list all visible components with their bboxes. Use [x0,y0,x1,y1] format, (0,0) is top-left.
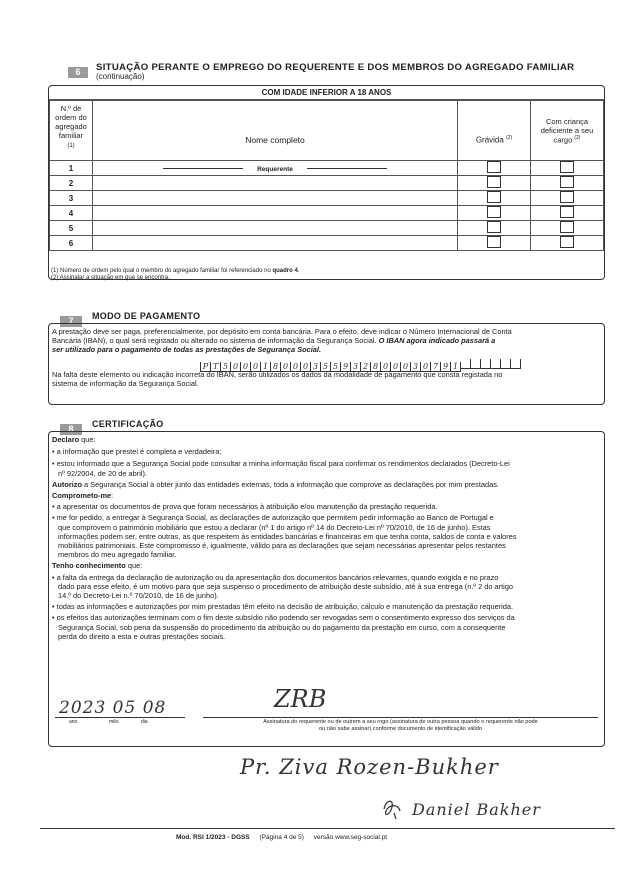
signature-caption [203,719,598,733]
iban-char-box[interactable]: T [211,362,221,372]
iban-char-box[interactable]: 0 [231,362,241,372]
member-order: 2 [50,176,93,191]
comprometo-item-2e: membros do meu agregado familiar. [58,550,177,560]
iban-char-box[interactable]: 1 [451,362,461,372]
member-name-cell[interactable] [93,176,458,191]
footer-page: (Página 4 de 5) [259,834,304,841]
signature-caption-1: Assinatura do requerente ou de outrem a seu rogo (assinatura de outra pessoa quando o requerente não pode [263,719,538,725]
table-row [50,176,604,191]
declaro-label: Declaro [52,435,80,444]
iban-char-box[interactable] [491,359,501,369]
disabled-child-checkbox[interactable] [560,236,574,248]
tenho-item-2: • todas as informações e autorizações por mim prestadas têm efeito na decisão de atribuição, cálculo e manutenção da prestação requerida. [52,602,514,612]
payment-text-4: Na falta deste elemento ou indicação incorreta do IBAN, serão utilizados os dados da modalidade de pagamento que consta registada no [52,369,503,379]
iban-char-box[interactable] [471,359,481,369]
col-order-label: N.º de ordem do agregado familiar [55,104,87,140]
footer-rule [40,828,615,829]
table-row [50,161,604,176]
iban-char-box[interactable]: 8 [271,362,281,372]
pregnant-checkbox[interactable] [487,161,501,173]
col-order-note: (1) [67,143,75,149]
child-cell [531,236,604,251]
iban-char-box[interactable]: 0 [421,362,431,372]
pregnant-cell [458,221,531,236]
iban-char-box[interactable]: 0 [401,362,411,372]
iban-char-box[interactable]: 2 [361,362,371,372]
child-cell [531,176,604,191]
iban-char-box[interactable]: 3 [411,362,421,372]
iban-char-box[interactable]: 9 [341,362,351,372]
col-child-label: Com criança deficiente a seu cargo [540,116,594,145]
iban-char-box[interactable]: 3 [311,362,321,372]
disabled-child-checkbox[interactable] [560,176,574,188]
tenho-label: Tenho conhecimento [52,561,126,571]
iban-char-box[interactable]: 3 [351,362,361,372]
note-1: (1) Número de ordem pelo qual o membro do agregado familiar foi referenciado no [51,268,273,274]
autorizo-label: Autorizo [52,479,82,489]
declaro-item-2a: • estou informado que a Segurança Social pode consultar a minha informação fiscal para confirmar os rendimentos declarados (Decreto-Lei [52,459,510,469]
declaro-item-2b: nº 92/2004, de 20 de abril). [58,468,147,478]
col-name-header [93,101,458,161]
autorizo-text: a Segurança Social a obter junto das entidades externas, toda a informação que comprove as declarações por mim prestadas. [81,479,499,489]
iban-char-box[interactable]: 0 [241,362,251,372]
section-number: 6 [68,67,88,78]
footer-form: Mod. RSI 1/2023 - DGSS [176,834,250,841]
iban-char-box[interactable]: 5 [321,362,331,372]
iban-char-box[interactable]: 0 [291,362,301,372]
tenho-item-3b: Segurança Social, sob pena da suspensão do procedimento da atribuição ou do pagamento da prestação em curso, com a consequente [58,622,506,632]
comprometo-item-2c: informações podem ser, entre outras, as que respeitem às entidades bancárias e financeiras em que tenha conta, saldos de conta e valores [58,531,517,541]
signature-applicant[interactable]: ZRB [274,685,327,713]
member-order: 1 [50,161,93,176]
handwritten-signature-1: Pr. Ziva Rozen-Bukher [240,755,499,779]
iban-char-box[interactable]: 5 [331,362,341,372]
note-1-suffix: . [297,268,300,274]
payment-text-2b: O IBAN agora indicado passará a [376,336,496,346]
comprometo-item-1: • a apresentar os documentos de prova que foram necessários à atribuição e/ou manutenção da prestação requerida. [52,502,438,512]
section-6-header [68,62,88,80]
section-number: 8 [60,424,82,435]
comprometo-item-2b: que comprovem o património mobiliário que estou a declarar (nº 1 do artigo nº 14 do Decreto-Lei nº 70/2010, de 16 de junho). Estas [58,522,491,532]
child-cell [531,206,604,221]
pregnant-checkbox[interactable] [487,236,501,248]
certification-box [48,431,605,747]
table-row [50,206,604,221]
col-child-note: (2) [574,134,581,141]
payment-text-2 [52,336,601,345]
members-table-box [48,85,605,280]
iban-char-box[interactable]: 9 [441,362,451,372]
disabled-child-checkbox[interactable] [560,221,574,233]
declaro-suffix: que: [79,435,96,444]
tenho-suffix: que: [125,561,143,571]
member-name: Requerente [257,165,293,173]
pregnant-checkbox[interactable] [487,206,501,218]
signature-line [203,717,598,718]
pregnant-cell [458,161,531,176]
pregnant-checkbox[interactable] [487,221,501,233]
payment-text-1: A prestação deve ser paga, preferencialmente, por depósito em conta bancária. Para o efeito, deve indicar o Número Internacional de Conta [52,327,512,336]
disabled-child-checkbox[interactable] [560,161,574,173]
disabled-child-checkbox[interactable] [560,191,574,203]
section-subtitle: (continuação) [96,72,145,81]
pregnant-cell [458,236,531,251]
table-row [50,191,604,206]
col-pregnant-header [458,101,531,161]
iban-char-box[interactable]: 7 [431,362,441,372]
col-order-header [50,101,93,161]
signature-caption-2: ou não sabe assinar) conforme documento de identificação válido [319,726,482,732]
iban-char-box[interactable]: 8 [371,362,381,372]
comprometo-item-2a: • me for pedido, a entregar à Segurança Social, as declarações de autorização que permitem pedir informação ao Banco de Portugal e [52,513,494,523]
col-name-label: Nome completo [245,134,305,145]
tenho-item-3a: • os efeitos das autorizações terminam com o fim deste subsídio não podendo ser revogadas sem o consentimento expresso dos serviços da [52,613,515,623]
tenho-item-1c: 14.º do Decreto-Lei n.º 70/2010, de 16 de junho). [58,591,219,601]
member-name-cell[interactable] [93,161,458,176]
section-number: 7 [60,316,82,327]
col-pregnant-label: Grávida [475,135,504,145]
pregnant-cell [458,191,531,206]
member-name-cell[interactable] [93,191,458,206]
iban-char-box[interactable]: 0 [281,362,291,372]
member-name-cell[interactable] [93,221,458,236]
payment-text-2a: Bancária (IBAN), o qual será registado ou alterado no sistema de informação da Segurança Social. [52,336,377,346]
payment-text-5: sistema de informação da Segurança Social. [52,378,199,388]
iban-char-box[interactable] [461,359,471,369]
payment-text-3: ser utilizado para o pagamento de todas as prestações de Segurança Social. [52,345,322,355]
child-cell [531,191,604,206]
footer [176,834,387,841]
iban-char-box[interactable]: 0 [381,362,391,372]
note-2: (2) Assinalar a situação em que se encontra. [51,275,170,281]
comprometo-label: Comprometo-me [52,491,112,501]
iban-char-box[interactable]: 1 [261,362,271,372]
iban-char-box[interactable]: 5 [221,362,231,372]
col-pregnant-note: (2) [506,134,513,141]
date-month-label: mês [109,719,119,725]
comprometo-suffix: : [111,491,114,501]
iban-char-box[interactable]: 0 [391,362,401,372]
table-row [50,236,604,251]
iban-char-box[interactable] [501,359,511,369]
iban-char-box[interactable] [511,359,521,369]
iban-char-box[interactable]: 0 [301,362,311,372]
member-name-cell[interactable] [93,206,458,221]
tenho-item-1a: • a falta da entrega da declaração de autorização ou da apresentação dos documentos bancários relevantes, quando exigida e no prazo [52,572,499,582]
table-row [50,221,604,236]
iban-char-box[interactable] [481,359,491,369]
iban-char-box[interactable]: 0 [251,362,261,372]
scribble-icon [380,797,410,821]
section-title: CERTIFICAÇÃO [92,419,164,429]
date-day-label: dia [141,719,148,725]
date-line [55,717,185,718]
member-order: 5 [50,221,93,236]
iban-field[interactable] [200,356,601,370]
comprometo-item-2d: mobiliários patrimoniais. Este compromisso é, igualmente, válido para as declarações que sejam necessárias apresentar pelos restantes [58,541,506,551]
pregnant-cell [458,176,531,191]
table-notes [51,268,299,282]
pregnant-checkbox[interactable] [487,176,501,188]
pregnant-cell [458,206,531,221]
date-year-label: ano [69,719,78,725]
child-cell [531,161,604,176]
col-child-header [531,101,604,161]
member-name-cell[interactable] [93,236,458,251]
payment-box [48,323,605,405]
tenho-item-3c: perda do direito a esta e outras prestações sociais. [58,631,226,641]
handwritten-signature-2: Daniel Bakher [412,800,541,819]
member-order: 6 [50,236,93,251]
disabled-child-checkbox[interactable] [560,206,574,218]
note-1-bold: quadro 4 [272,268,298,274]
declaro-item-1: • a informação que prestei é completa e verdadeira; [52,447,222,457]
iban-char-box[interactable]: P [200,362,211,372]
member-order: 3 [50,191,93,206]
section-title: SITUAÇÃO PERANTE O EMPREGO DO REQUERENTE E DOS MEMBROS DO AGREGADO FAMILIAR [96,62,575,73]
child-cell [531,221,604,236]
members-table [49,100,604,251]
table-title: COM IDADE INFERIOR A 18 ANOS [49,86,604,100]
section-title: MODO DE PAGAMENTO [92,311,201,321]
member-order: 4 [50,206,93,221]
footer-site: versão www.seg-social.pt [313,834,388,841]
date-handwritten[interactable]: 2023 05 08 [59,698,167,718]
tenho-item-1b: dado para esse efeito, é um motivo para que seja suspenso o procedimento de atribuição deste subsídio, até à sua entrega (n.º 2 do artigo [58,581,514,591]
pregnant-checkbox[interactable] [487,191,501,203]
